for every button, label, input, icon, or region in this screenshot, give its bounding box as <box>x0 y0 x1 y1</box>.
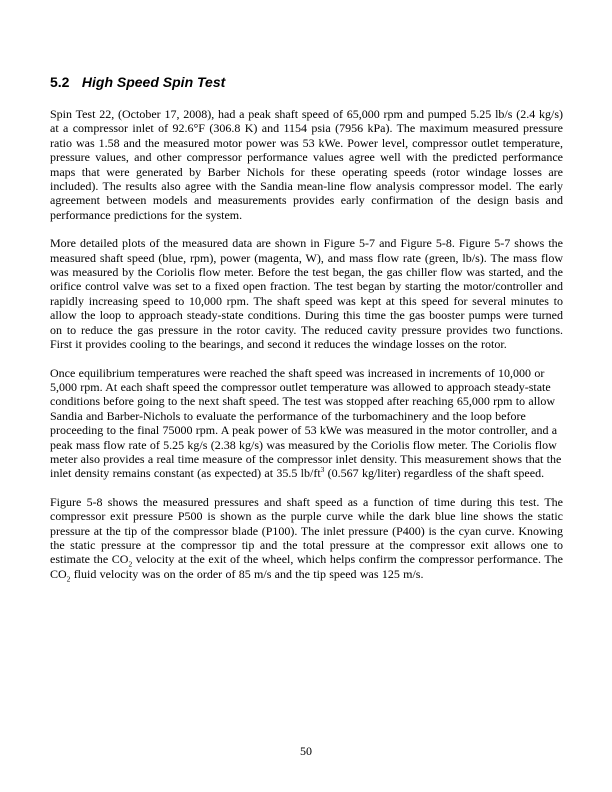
page-content <box>50 74 563 595</box>
section-number: 5.2 <box>50 74 70 90</box>
page-number: 50 <box>300 744 312 758</box>
section-title: High Speed Spin Test <box>81 74 226 90</box>
paragraph-detailed-plots: More detailed plots of the measured data are shown in Figure 5-7 and Figure 5-8. Figure 5-7 shows the measured shaft speed (blue, rpm), power (magenta, W), and mass flow rate (green, lb/s). The mass flow was measured by the Coriolis flow meter. Before the test began, the gas chiller flow was started, and the orifice control valve was set to a fixed open fraction. The test began by starting the motor/controller and rapidly increasing speed to 10,000 rpm. The shaft speed was kept at this speed for several minutes to allow the loop to approach steady-state conditions. During this time the gas booster pumps were turned on to reduce the gas pressure in the rotor cavity. The reduced cavity pressure provides two functions. First it provides cooling to the bearings, and second it reduces the windage losses on the rotor. <box>50 236 563 352</box>
paragraph-equilibrium-temperatures: Once equilibrium temperatures were reached the shaft speed was increased in increments of 10,000 or 5,000 rpm. At each shaft speed the compressor outlet temperature was allowed to approach steady-state conditions before going to the next shaft speed. The test was stopped after reaching 65,000 rpm to allow Sandia and Barber-Nichols to evaluate the performance of the turbomachinery and the loop before proceeding to the final 75000 rpm. A peak power of 53 kWe was measured in the motor controller, and a peak mass flow rate of 5.25 kg/s (2.38 kg/s) was measured by the Coriolis flow meter. The Coriolis flow meter also provides a real time measure of the compressor inlet density. This measurement shows that the inlet density remains constant (as expected) at 35.5 $lb/ft^3$ (0.567 kg/liter) regardless of the shaft speed. <box>50 365 562 481</box>
paragraph-figure-5-8: Figure 5-8 shows the measured pressures and shaft speed as a function of time during this test. The compressor exit pressure P500 is shown as the purple curve while the dark blue line shows the static pressure at the tip of the compressor blade (P100). The inlet pressure (P400) is the cyan curve. Knowing the static pressure at the compressor tip and the total pressure at the compressor exit allows one to estimate the $CO_2$ velocity at the exit of the wheel, which helps confirm the compressor performance. The $CO_2$ fluid velocity was on the order of 85 m/s and the tip speed was 125 m/s. <box>50 494 564 584</box>
paragraph-spin-test-summary: Spin Test 22, (October 17, 2008), had a peak shaft speed of 65,000 rpm and pumped 5.25 lb/s (2.4 kg/s) at a compressor inlet of 92.6°F (306.8 K) and 1154 psia (7956 kPa). The maximum measured pressure ratio was 1.58 and the measured motor power was 53 kWe. Power level, compressor outlet temperature, pressure values, and other compressor performance values agree well with the predicted performance maps that were generated by Barber Nichols for these operating speeds (rotor windage losses are included). The results also agree with the Sandia mean-line flow analysis compressor model. The early agreement between models and measurements provides early confirmation of the design basis and performance predictions for the system. <box>50 107 563 222</box>
section-heading <box>50 74 563 90</box>
